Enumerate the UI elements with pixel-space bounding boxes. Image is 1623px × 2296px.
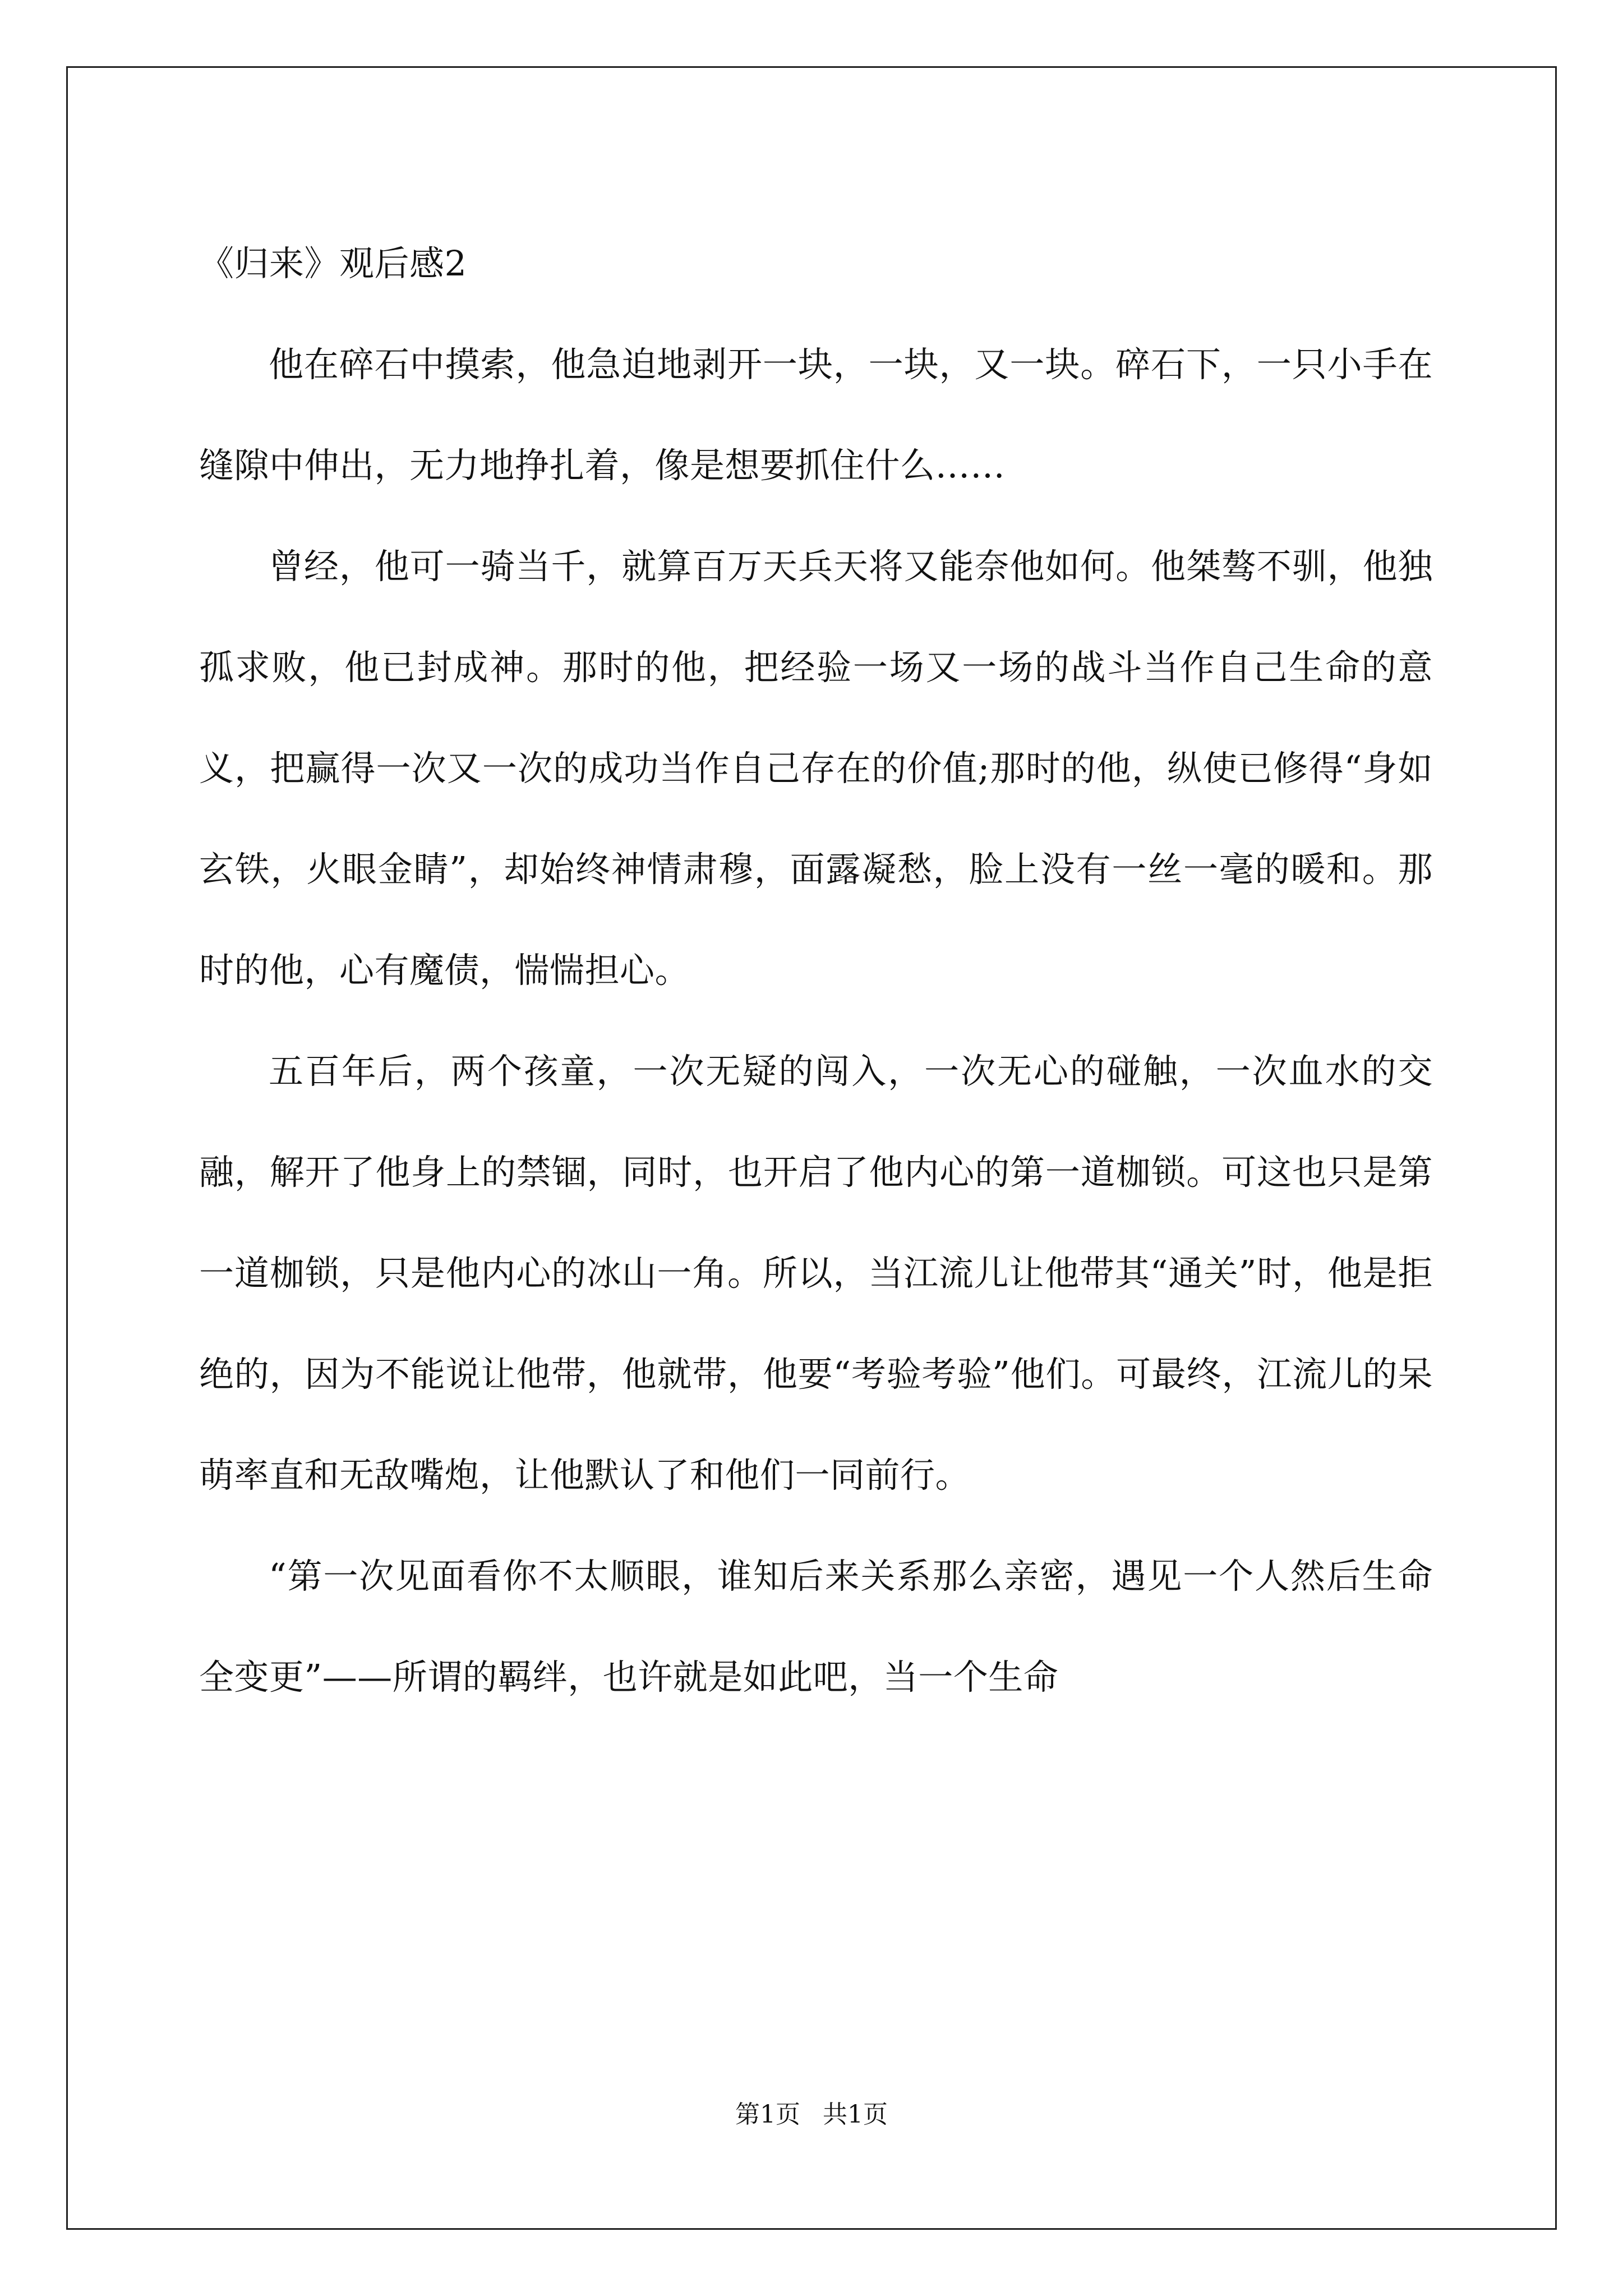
paragraph-3: 五百年后，两个孩童，一次无疑的闯入，一次无心的碰触，一次血水的交融，解开了他身上的禁锢，同时，也开启了他内心的第一道枷锁。可这也只是第一道枷锁，只是他内心的冰山一角。所以，当江流儿让他带其“通关”时，他是拒绝的，因为不能说让他带，他就带，他要“考验考验”他们。可最终，江流儿的呆萌率直和无敌嘴炮，让他默认了和他们一同前行。 xyxy=(199,1051,1433,1496)
paragraph-1: 他在碎石中摸索，他急迫地剥开一块，一块，又一块。碎石下，一只小手在缝隙中伸出，无力地挣扎着，像是想要抓住什么…… xyxy=(199,344,1433,486)
page-footer xyxy=(0,2098,1623,2132)
paragraph-2: 曾经，他可一骑当千，就算百万天兵天将又能奈他如何。他桀骜不驯，他独孤求败，他已封成神。那时的他，把经验一场又一场的战斗当作自己生命的意义，把赢得一次又一次的成功当作自己存在的价值;那时的他，纵使已修得“身如玄铁，火眼金睛”，却始终神情肃穆，面露凝愁，脸上没有一丝一毫的暖和。那时的他，心有魔债，惴惴担心。 xyxy=(199,546,1433,991)
page-number: 第1页 xyxy=(735,2100,800,2129)
page-total: 共1页 xyxy=(823,2100,888,2129)
paragraph-4: “第一次见面看你不太顺眼，谁知后来关系那么亲密，遇见一个人然后生命全变更”——所谓的羁绊，也许就是如此吧，当一个生命 xyxy=(199,1556,1433,1697)
document-body xyxy=(199,213,1433,1728)
document-title: 《归来》观后感2 xyxy=(199,243,467,284)
